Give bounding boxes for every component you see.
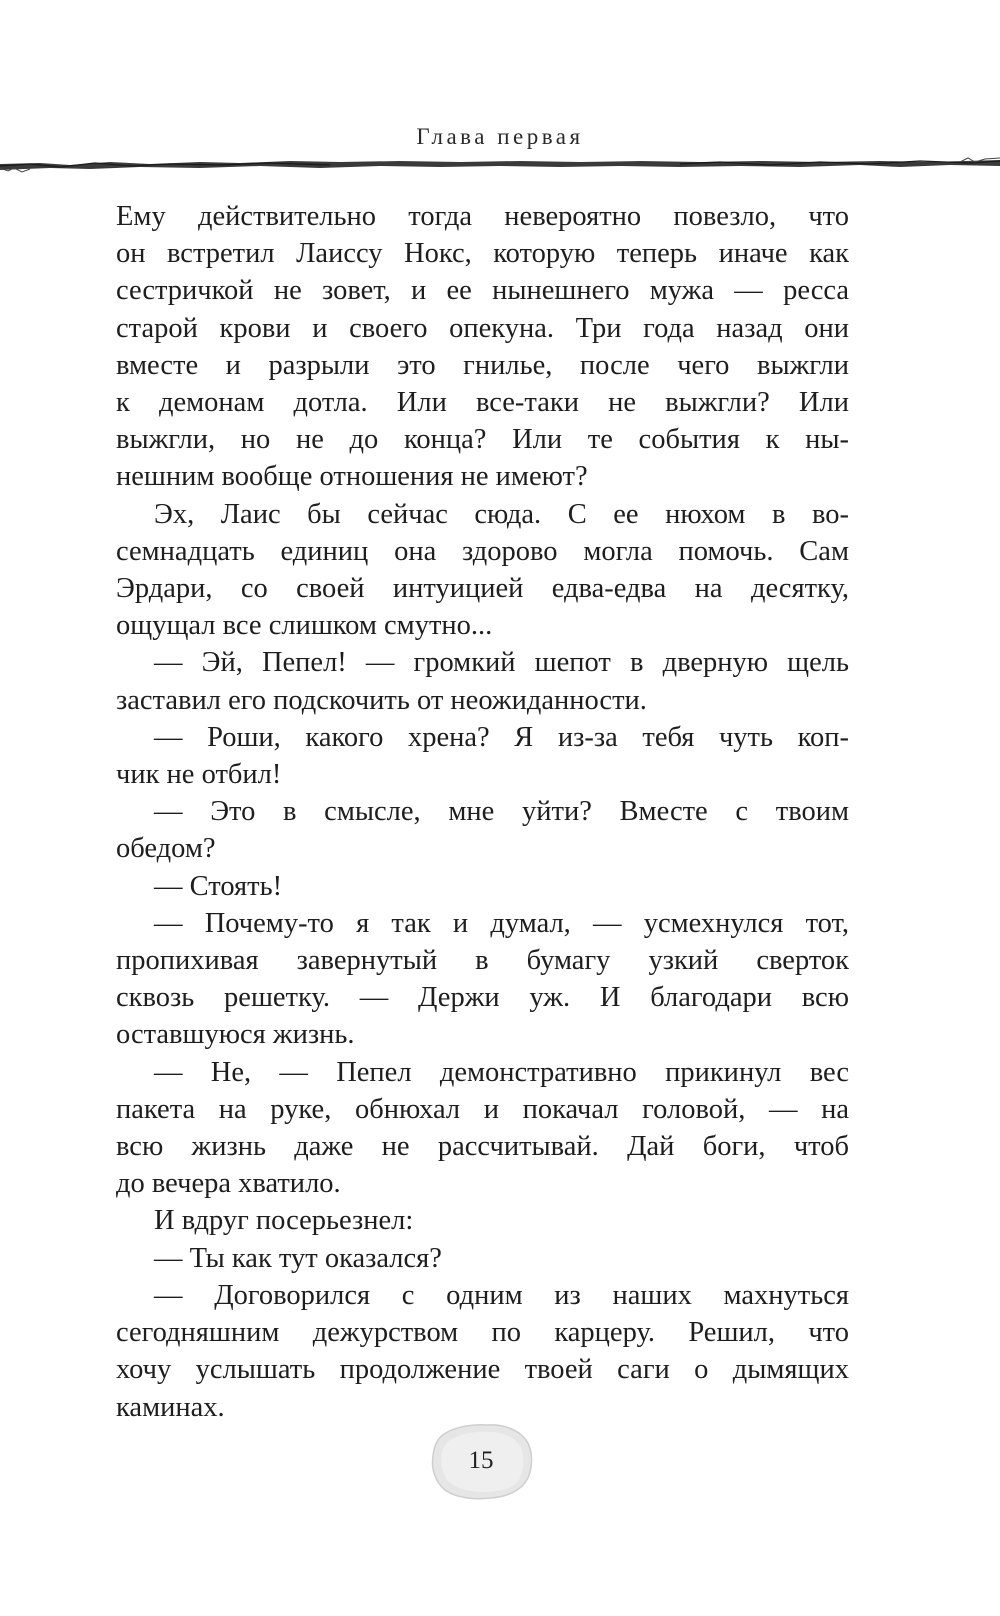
text-line: — Договорился с одним из наших махнуться bbox=[154, 1279, 849, 1311]
text-line: пропихивая завернутый в бумагу узкий сверток bbox=[116, 945, 849, 977]
text-line: — Стоять! bbox=[154, 870, 283, 902]
text-line: И вдруг посерьезнел: bbox=[154, 1205, 414, 1237]
text-line: ощущал все слишком смутно... bbox=[116, 610, 493, 642]
text-line: хочу услышать продолжение твоей саги о дымящих bbox=[116, 1354, 849, 1386]
text-line: всю жизнь даже не рассчитывай. Дай боги, чтоб bbox=[116, 1131, 849, 1163]
text-line: пакета на руке, обнюхал и покачал головой, — на bbox=[116, 1093, 849, 1125]
text-line: Ему действительно тогда невероятно повезло, что bbox=[116, 201, 849, 232]
page-number: 15 bbox=[468, 1447, 494, 1474]
text-line: каминах. bbox=[116, 1391, 225, 1423]
text-line: к демонам дотла. Или все-таки не выжгли? Или bbox=[116, 387, 849, 419]
text-line: сестричкой не зовет, и ее нынешнего мужа — ресса bbox=[116, 275, 849, 307]
text-line: — Почему-то я так и думал, — усмехнулся тот, bbox=[154, 907, 849, 939]
text-line: Эх, Лаис бы сейчас сюда. С ее нюхом в во- bbox=[154, 498, 849, 530]
text-line: заставил его подскочить от неожиданности. bbox=[116, 684, 647, 716]
text-line: выжгли, но не до конца? Или те события к ны- bbox=[116, 424, 849, 456]
text-line: чик не отбил! bbox=[116, 759, 282, 791]
text-line: сегодняшним дежурством по карцеру. Решил, что bbox=[116, 1317, 849, 1349]
text-line: семнадцать единиц она здорово могла помочь. Сам bbox=[116, 535, 849, 567]
text-line: нешним вообще отношения не имеют? bbox=[116, 461, 588, 493]
text-line: оставшуюся жизнь. bbox=[116, 1019, 355, 1051]
text-line: вместе и разрыли это гнилье, после чего выжгли bbox=[116, 349, 849, 381]
text-line: — Роши, какого хрена? Я из-за тебя чуть коп- bbox=[154, 721, 849, 753]
body-text bbox=[116, 198, 849, 1426]
torn-divider-rule bbox=[0, 150, 1000, 180]
text-line: старой крови и своего опекуна. Три года назад они bbox=[116, 312, 849, 344]
text-line: до вечера хватило. bbox=[116, 1168, 341, 1200]
text-line: обедом? bbox=[116, 833, 216, 865]
running-head: Глава первая bbox=[416, 124, 584, 149]
text-line: Эрдари, со своей интуицией едва-едва на десятку, bbox=[116, 573, 849, 605]
text-line: он встретил Лаиссу Нокс, которую теперь иначе как bbox=[116, 238, 849, 270]
page-number-badge bbox=[426, 1420, 536, 1502]
text-line: — Ты как тут оказался? bbox=[154, 1242, 442, 1274]
text-line: сквозь решетку. — Держи уж. И благодари всю bbox=[116, 982, 849, 1014]
text-line: — Это в смысле, мне уйти? Вместе с твоим bbox=[154, 796, 849, 828]
text-line: — Эй, Пепел! — громкий шепот в дверную щель bbox=[154, 647, 849, 679]
text-line: — Не, — Пепел демонстративно прикинул вес bbox=[154, 1056, 849, 1088]
